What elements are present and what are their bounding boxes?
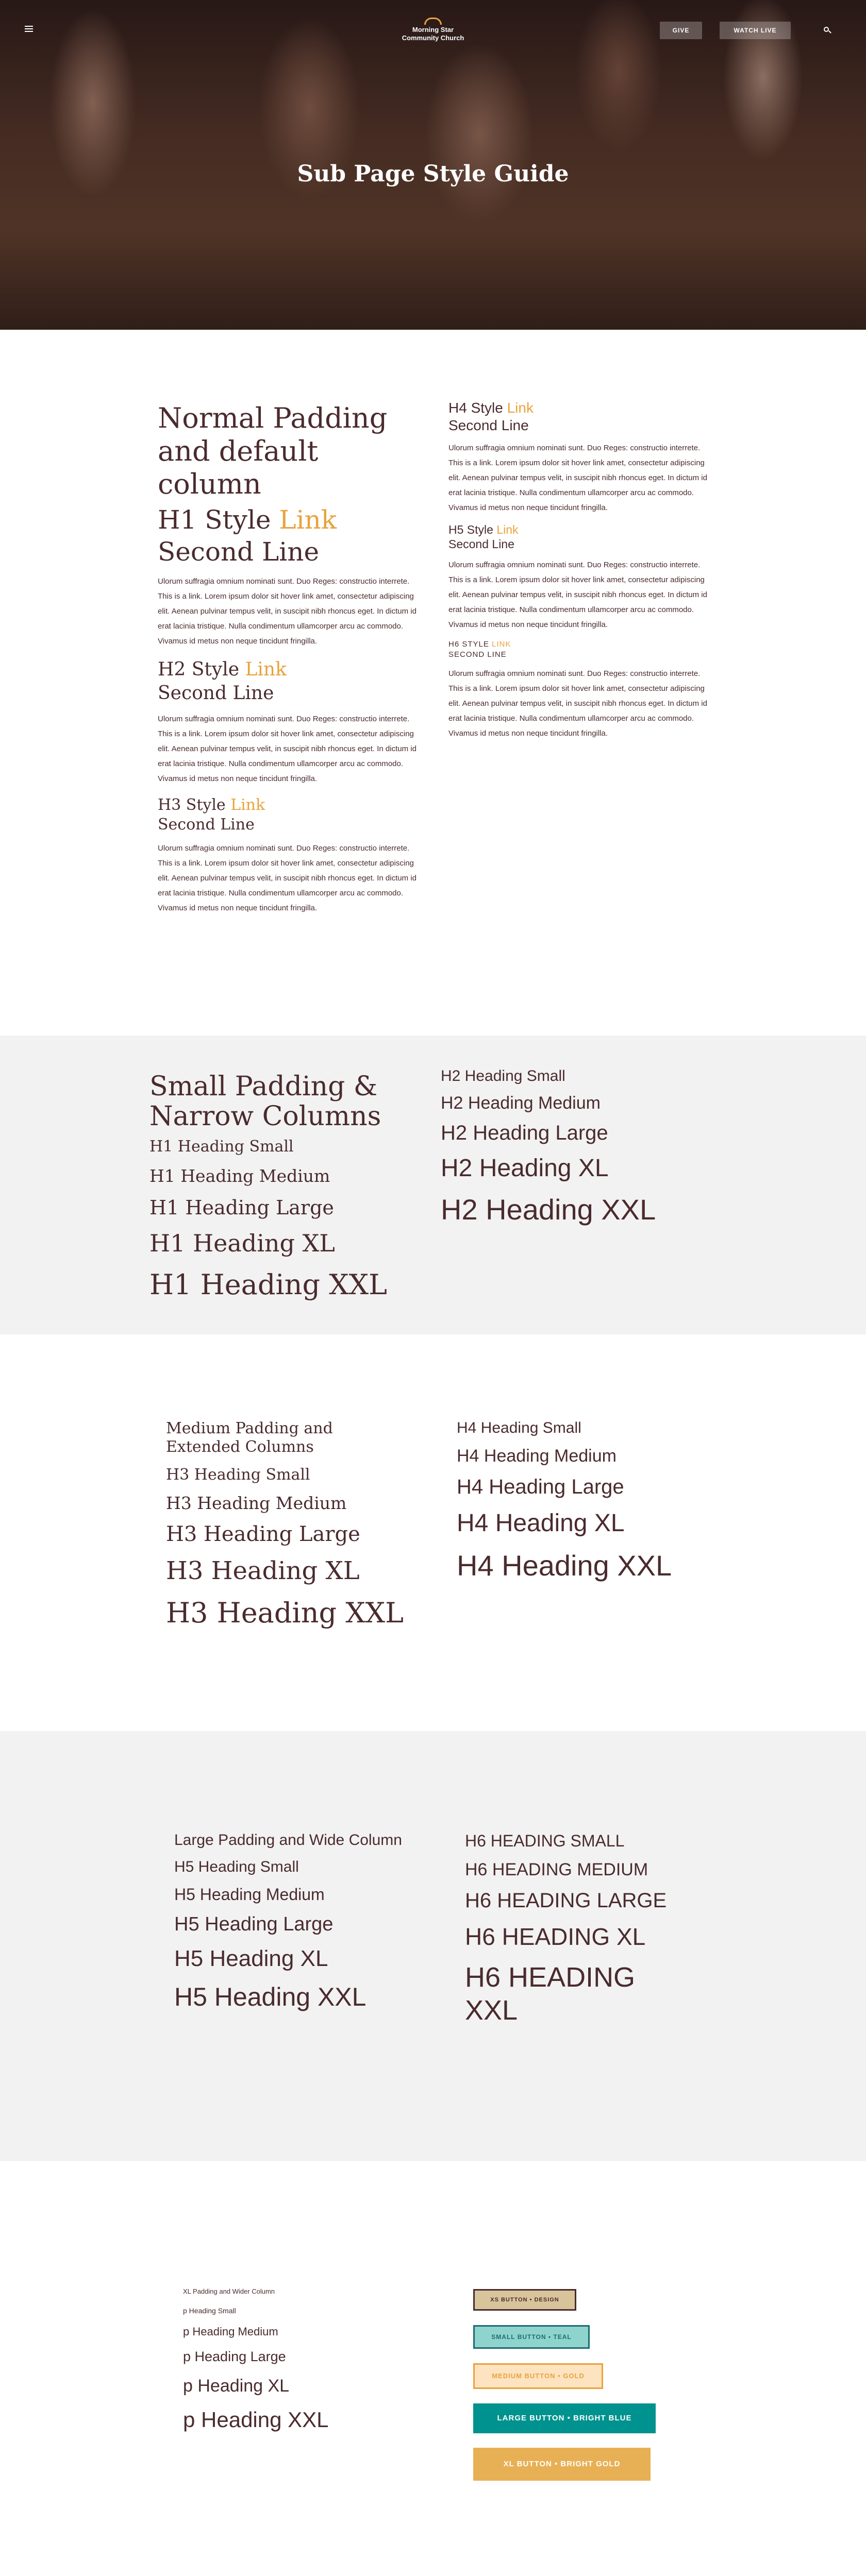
xs-button[interactable]: XS BUTTON • DESIGN <box>473 2289 576 2311</box>
left-column <box>149 1072 418 1301</box>
normal-padding-section <box>0 330 866 1036</box>
section-heading: Small Padding & Narrow Columns <box>149 1071 381 1132</box>
h3-second-line: Second Line <box>158 816 255 834</box>
h6-heading-small: H6 HEADING SMALL <box>465 1832 625 1850</box>
right-column <box>457 1419 714 1582</box>
h2-heading-large: H2 Heading Large <box>441 1122 608 1144</box>
medium-padding-section <box>0 1334 866 1731</box>
xl-padding-section <box>0 2161 866 2576</box>
h1-second-line: Second Line <box>158 537 320 567</box>
page-title: Sub Page Style Guide <box>297 161 569 187</box>
p-heading-small: p Heading Small <box>183 2307 236 2315</box>
h1-heading-xl: H1 Heading XL <box>149 1229 335 1257</box>
sun-logo-icon <box>424 18 442 25</box>
h1-heading-large: H1 Heading Large <box>149 1196 334 1219</box>
h5-link[interactable]: Link <box>496 523 519 536</box>
p-heading-xl: p Heading XL <box>183 2376 290 2396</box>
hero-banner <box>0 0 866 330</box>
h6-link[interactable]: LINK <box>492 640 511 649</box>
right-column <box>465 1832 723 2027</box>
h3-heading-medium: H3 Heading Medium <box>166 1493 347 1513</box>
search-icon[interactable] <box>824 27 831 34</box>
h3-heading-large: H3 Heading Large <box>166 1522 360 1546</box>
body-paragraph: Ulorum suffragia omnium nominati sunt. Duo Reges: constructio interrete. This is a link. Lorem ipsum dolor sit hover link amet, consectetur adipiscing elit. Aenean pulvinar tempus velit, in suscipit nibh rhoncus eget. In dictum id erat lacinia tristique. Nulla condimentum ullamcorper arcu ac commodo. Vivamus id metus non neque tincidunt fringilla. <box>158 715 417 783</box>
h5-text: H5 Style <box>448 523 497 536</box>
h4-link[interactable]: Link <box>507 400 534 416</box>
h6-heading-xl: H6 HEADING XL <box>465 1923 646 1950</box>
h3-heading-xxl: H3 Heading XXL <box>166 1597 404 1629</box>
logo-line1: Morning Star <box>412 26 454 33</box>
small-padding-section <box>0 1036 866 1334</box>
body-paragraph: Ulorum suffragia omnium nominati sunt. Duo Reges: constructio interrete. This is a link. Lorem ipsum dolor sit hover link amet, consectetur adipiscing elit. Aenean pulvinar tempus velit, in suscipit nibh rhoncus eget. In dictum id erat lacinia tristique. Nulla condimentum ullamcorper arcu ac commodo. Vivamus id metus non neque tincidunt fringilla. <box>448 669 707 738</box>
h4-heading-large: H4 Heading Large <box>457 1476 624 1498</box>
h1-text: H1 Style <box>158 505 279 535</box>
h3-link[interactable]: Link <box>230 796 265 814</box>
left-column <box>174 1832 432 2012</box>
h4-heading-small: H4 Heading Small <box>457 1419 581 1436</box>
h5-second-line: Second Line <box>448 537 514 551</box>
section-heading: XL Padding and Wider Column <box>183 2287 275 2295</box>
p-heading-xxl: p Heading XXL <box>183 2408 329 2432</box>
h6-heading-medium: H6 HEADING MEDIUM <box>465 1860 648 1879</box>
h4-style-heading <box>448 399 711 434</box>
h4-text: H4 Style <box>448 400 507 416</box>
h2-link[interactable]: Link <box>245 659 287 680</box>
body-paragraph: Ulorum suffragia omnium nominati sunt. Duo Reges: constructio interrete. This is a link. Lorem ipsum dolor sit hover link amet, consectetur adipiscing elit. Aenean pulvinar tempus velit, in suscipit nibh rhoncus eget. In dictum id erat lacinia tristique. Nulla condimentum ullamcorper arcu ac commodo. Vivamus id metus non neque tincidunt fringilla. <box>448 444 707 512</box>
h6-heading-xxl: H6 HEADING XXL <box>465 1962 636 2026</box>
h2-heading-medium: H2 Heading Medium <box>441 1093 601 1113</box>
xl-button[interactable]: XL BUTTON • BRIGHT GOLD <box>473 2448 651 2481</box>
large-padding-section <box>0 1731 866 2161</box>
menu-icon[interactable] <box>25 26 33 32</box>
h2-text: H2 Style <box>158 659 245 680</box>
give-button[interactable]: GIVE <box>660 22 702 39</box>
h1-link[interactable]: Link <box>279 505 337 535</box>
body-paragraph: Ulorum suffragia omnium nominati sunt. Duo Reges: constructio interrete. This is a link. Lorem ipsum dolor sit hover link amet, consectetur adipiscing elit. Aenean pulvinar tempus velit, in suscipit nibh rhoncus eget. In dictum id erat lacinia tristique. Nulla condimentum ullamcorper arcu ac commodo. Vivamus id metus non neque tincidunt fringilla. <box>158 577 417 646</box>
h5-heading-xl: H5 Heading XL <box>174 1946 328 1971</box>
body-paragraph: Ulorum suffragia omnium nominati sunt. Duo Reges: constructio interrete. This is a link. Lorem ipsum dolor sit hover link amet, consectetur adipiscing elit. Aenean pulvinar tempus velit, in suscipit nibh rhoncus eget. In dictum id erat lacinia tristique. Nulla condimentum ullamcorper arcu ac commodo. Vivamus id metus non neque tincidunt fringilla. <box>158 844 417 912</box>
section-heading: Normal Padding and default column <box>158 402 388 500</box>
h1-heading-medium: H1 Heading Medium <box>149 1166 330 1186</box>
h1-heading-xxl: H1 Heading XXL <box>149 1268 387 1301</box>
h6-second-line: SECOND LINE <box>448 650 507 659</box>
h2-second-line: Second Line <box>158 683 274 704</box>
right-column <box>441 1067 709 1226</box>
h1-style-heading <box>158 504 421 568</box>
h3-text: H3 Style <box>158 796 231 814</box>
large-button[interactable]: LARGE BUTTON • BRIGHT BLUE <box>473 2403 656 2433</box>
h2-heading-xxl: H2 Heading XXL <box>441 1193 656 1226</box>
h4-second-line: Second Line <box>448 417 529 433</box>
p-heading-medium: p Heading Medium <box>183 2325 278 2338</box>
medium-button[interactable]: MEDIUM BUTTON • GOLD <box>473 2363 603 2389</box>
h3-heading-small: H3 Heading Small <box>166 1466 310 1484</box>
h6-style-heading <box>448 639 711 660</box>
logo-line2: Community Church <box>402 34 464 42</box>
body-paragraph: Ulorum suffragia omnium nominati sunt. Duo Reges: constructio interrete. This is a link. Lorem ipsum dolor sit hover link amet, consectetur adipiscing elit. Aenean pulvinar tempus velit, in suscipit nibh rhoncus eget. In dictum id erat lacinia tristique. Nulla condimentum ullamcorper arcu ac commodo. Vivamus id metus non neque tincidunt fringilla. <box>448 561 707 629</box>
watch-live-button[interactable]: WATCH LIVE <box>720 22 791 39</box>
h5-heading-medium: H5 Heading Medium <box>174 1885 325 1904</box>
section-heading: Large Padding and Wide Column <box>174 1832 402 1849</box>
h1-heading-small: H1 Heading Small <box>149 1138 294 1156</box>
h4-heading-medium: H4 Heading Medium <box>457 1446 617 1466</box>
h2-heading-small: H2 Heading Small <box>441 1067 565 1084</box>
section-heading: Medium Padding and Extended Columns <box>166 1419 333 1456</box>
h3-style-heading <box>158 795 421 835</box>
site-logo[interactable] <box>392 18 474 42</box>
h2-style-heading <box>158 658 421 705</box>
h5-heading-xxl: H5 Heading XXL <box>174 1982 367 2011</box>
left-column <box>158 402 421 916</box>
h5-heading-large: H5 Heading Large <box>174 1913 334 1935</box>
h4-heading-xl: H4 Heading XL <box>457 1510 625 1537</box>
top-nav <box>0 0 866 62</box>
left-column <box>183 2287 441 2432</box>
h5-heading-small: H5 Heading Small <box>174 1858 299 1875</box>
h5-style-heading <box>448 522 711 551</box>
small-button[interactable]: SMALL BUTTON • TEAL <box>473 2325 590 2349</box>
right-column <box>448 399 711 741</box>
left-column <box>166 1419 424 1629</box>
p-heading-large: p Heading Large <box>183 2349 286 2364</box>
button-column <box>473 2289 731 2481</box>
h2-heading-xl: H2 Heading XL <box>441 1155 609 1182</box>
h6-text: H6 STYLE <box>448 640 492 649</box>
h3-heading-xl: H3 Heading XL <box>166 1556 360 1585</box>
h6-heading-large: H6 HEADING LARGE <box>465 1889 667 1912</box>
h4-heading-xxl: H4 Heading XXL <box>457 1549 672 1582</box>
